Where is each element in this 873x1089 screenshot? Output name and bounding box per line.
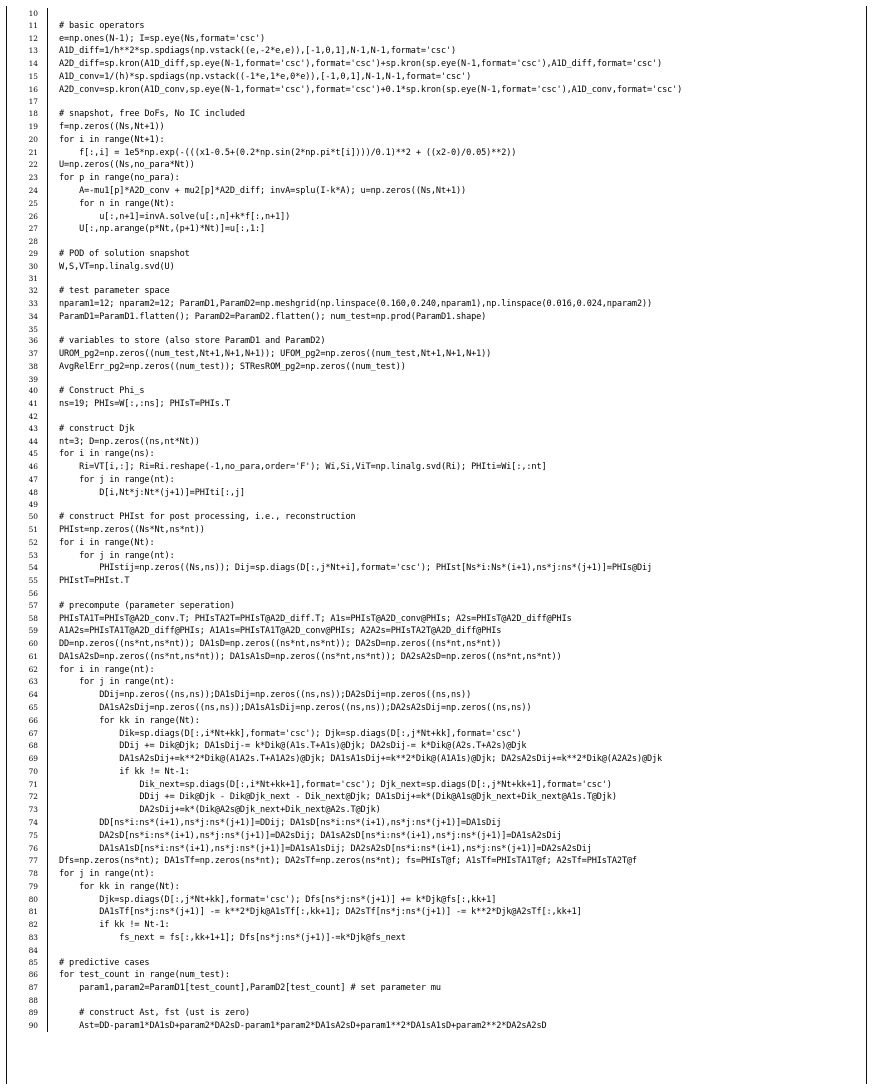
code-line: [0, 982, 873, 995]
code-line: [0, 20, 873, 33]
code-text: DA1sTf[ns*j:ns*(j+1)] -= k**2*Djk@A1sTf[:,kk+1]; DA2sTf[ns*j:ns*(j+1)] -= k**2*Djk@A2sTf[:,kk+1]: [59, 907, 582, 918]
code-line: [0, 791, 873, 804]
code-text: fs_next = fs[:,kk+1+1]; Dfs[ns*j:ns*(j+1)]-=k*Djk@fs_next: [59, 933, 406, 944]
code-line: [0, 664, 873, 677]
line-number: 44: [28, 436, 38, 446]
line-number: 80: [28, 894, 38, 904]
code-line: [0, 185, 873, 198]
code-line: [0, 995, 873, 1007]
line-number: 40: [28, 386, 38, 396]
line-number: 36: [28, 336, 38, 346]
code-line: [0, 613, 873, 626]
line-number: 75: [28, 830, 38, 840]
code-line: [0, 753, 873, 766]
code-line: [0, 511, 873, 524]
code-text: # construct Ast, fst (ust is zero): [59, 1007, 250, 1018]
code-text: # basic operators: [59, 20, 145, 31]
code-text: nt=3; D=np.zeros((ns,nt*Nt)): [59, 436, 200, 447]
code-line: [0, 676, 873, 689]
code-text: DA1sA2sD=np.zeros((ns*nt,ns*nt)); DA1sA1sD=np.zeros((ns*nt,ns*nt)); DA2sA2sD=np.zeros((ns*nt,ns*nt)): [59, 651, 562, 662]
code-line: [0, 474, 873, 487]
code-line: [0, 499, 873, 511]
code-line: [0, 881, 873, 894]
code-line: [0, 58, 873, 71]
code-line: [0, 804, 873, 817]
code-line: [0, 285, 873, 298]
code-text: AvgRelErr_pg2=np.zeros((num_test)); STResROM_pg2=np.zeros((num_test)): [59, 361, 406, 372]
code-text: f=np.zeros((Ns,Nt+1)): [59, 122, 165, 133]
code-line: [0, 273, 873, 285]
line-number: 10: [28, 9, 38, 18]
code-line: [0, 248, 873, 261]
code-line: [0, 766, 873, 779]
code-line: [0, 374, 873, 386]
code-text: for j in range(nt):: [59, 677, 175, 688]
code-text: A1D_diff=1/h**2*sp.spdiags(np.vstack((e,-2*e,e)),[-1,0,1],N-1,N-1,format='csc'): [59, 46, 457, 57]
code-line: [0, 651, 873, 664]
code-text: if kk != Nt-1:: [59, 920, 170, 931]
code-text: for j in range(nt):: [59, 474, 175, 485]
line-number: 85: [28, 957, 38, 967]
code-line: [0, 524, 873, 537]
line-number: 61: [28, 651, 38, 661]
code-text: DDij += Dik@Djk; DA1sDij-= k*Dik@(A1s.T+A1s)@Djk; DA2sDij-= k*Dik@(A2s.T+A2s)@Djk: [59, 741, 527, 752]
code-text: for p in range(no_para):: [59, 173, 180, 184]
line-number: 57: [28, 600, 38, 610]
line-number: 81: [28, 907, 38, 917]
code-line: [0, 71, 873, 84]
line-number: 31: [28, 274, 38, 284]
code-text: Ast=DD-param1*DA1sD+param2*DA2sD-param1*param2*DA1sA2sD+param1**2*DA1sA1sD+param2**2*DA2sA2sD: [59, 1020, 547, 1031]
code-text: A1D_conv=1/(h)*sp.spdiags(np.vstack((-1*e,1*e,0*e)),[-1,0,1],N-1,N-1,format='csc'): [59, 71, 472, 82]
code-text: PHIsTA1T=PHIsT@A2D_conv.T; PHIsTA2T=PHIsT@A2D_diff.T; A1s=PHIsT@A2D_conv@PHIs; A2s=PHIsT@A2D_diff@PHIs: [59, 613, 572, 624]
code-line: [0, 348, 873, 361]
line-number: 38: [28, 361, 38, 371]
code-text: for kk in range(Nt):: [59, 715, 200, 726]
code-line: [0, 945, 873, 957]
code-line: [0, 932, 873, 945]
code-text: A2D_diff=sp.kron(A1D_diff,sp.eye(N-1,format='csc'),format='csc')+sp.kron(sp.eye(N-1,format='csc'),A1D_diff,format='csc'): [59, 59, 663, 70]
code-line: [0, 588, 873, 600]
code-text: Ri=VT[i,:]; Ri=Ri.reshape(-1,no_para,order='F'); Wi,Si,ViT=np.linalg.svd(Ri); PHIti=Wi[:,:nt]: [59, 462, 547, 473]
line-number: 54: [28, 563, 38, 573]
code-text: [48, 8, 873, 20]
line-number: 78: [28, 869, 38, 879]
code-text: # precompute (parameter seperation): [59, 600, 235, 611]
code-line: [0, 855, 873, 868]
code-line: [0, 8, 873, 20]
code-line: [0, 550, 873, 563]
code-text: # predictive cases: [59, 957, 150, 968]
code-text: ParamD1=ParamD1.flatten(); ParamD2=ParamD2.flatten(); num_test=np.prod(ParamD1.shape): [59, 311, 487, 322]
code-text: DD[ns*i:ns*(i+1),ns*j:ns*(j+1)]=DDij; DA1sD[ns*i:ns*(i+1),ns*j:ns*(j+1)]=DA1sDij: [59, 818, 502, 828]
code-text: [48, 945, 873, 957]
line-number: 74: [28, 818, 38, 827]
line-number: 69: [28, 754, 38, 764]
code-text: DA2sD[ns*i:ns*(i+1),ns*j:ns*(j+1)]=DA2sDij; DA1sA2sD[ns*i:ns*(i+1),ns*j:ns*(j+1)]=DA1sA2sDij: [59, 830, 562, 841]
line-number: 23: [28, 173, 38, 183]
code-line: [0, 398, 873, 411]
code-line: [0, 45, 873, 58]
code-line: [0, 261, 873, 274]
code-text: [48, 995, 873, 1007]
code-text: DDij += Dik@Djk - Dik@Djk_next - Dik_next@Djk; DA1sDij+=k*(Dik@A1s@Djk_next+Dik_next@A1s.T@Djk): [59, 792, 617, 803]
code-text: PHIstT=PHIst.T: [59, 576, 130, 587]
code-text: for j in range(nt):: [59, 869, 155, 880]
line-number: 11: [28, 20, 38, 30]
code-line: [0, 817, 873, 830]
code-line: [0, 147, 873, 160]
line-number: 63: [28, 677, 38, 687]
line-number: 21: [28, 147, 38, 157]
line-number: 22: [28, 160, 38, 170]
code-text: W,S,VT=np.linalg.svd(U): [59, 261, 175, 272]
line-number: 41: [28, 399, 38, 409]
code-line: [0, 423, 873, 436]
line-number: 16: [28, 84, 38, 94]
line-number: 47: [28, 474, 38, 484]
code-text: # POD of solution snapshot: [59, 248, 190, 259]
line-number: 70: [28, 766, 38, 776]
line-number: 37: [28, 349, 38, 359]
code-line: [0, 121, 873, 134]
code-line: [0, 172, 873, 185]
code-text: u[:,n+1]=invA.solve(u[:,n]+k*f[:,n+1]): [59, 211, 291, 222]
code-line: [0, 211, 873, 224]
line-number: 32: [28, 286, 38, 296]
code-text: for j in range(nt):: [59, 550, 175, 561]
code-text: # Construct Phi_s: [59, 386, 145, 397]
code-line: [0, 236, 873, 248]
line-number: 55: [28, 576, 38, 586]
code-text: [48, 588, 873, 600]
code-text: A2D_conv=sp.kron(A1D_conv,sp.eye(N-1,format='csc'),format='csc')+0.1*sp.kron(sp.eye(N-1,format='csc'),A1D_conv,format='csc'): [59, 84, 683, 95]
line-number: 83: [28, 933, 38, 943]
code-text: DA2sDij+=k*(Dik@A2s@Djk_next+Dik_next@A2s.T@Djk): [59, 805, 381, 816]
line-number: 64: [28, 690, 38, 700]
line-number: 51: [28, 525, 38, 535]
code-text: Djk=sp.diags(D[:,j*Nt+kk],format='csc'); Dfs[ns*j:ns*(j+1)] += k*Djk@fs[:,kk+1]: [59, 894, 497, 905]
line-number: 17: [28, 97, 38, 107]
line-number: 46: [28, 462, 38, 472]
code-text: for kk in range(Nt):: [59, 881, 180, 892]
code-line: [0, 411, 873, 423]
code-line: [0, 448, 873, 461]
line-number: 76: [28, 843, 38, 853]
line-number: 14: [28, 59, 38, 69]
code-text: [48, 96, 873, 108]
code-line: [0, 868, 873, 881]
listing-right-rule: [866, 6, 867, 1084]
line-number: 52: [28, 537, 38, 547]
code-line: [0, 335, 873, 348]
code-line: [0, 361, 873, 374]
line-number: 90: [28, 1020, 38, 1030]
code-text: PHIst=np.zeros((Ns*Nt,ns*nt)): [59, 525, 205, 536]
code-text: # snapshot, free DoFs, No IC included: [59, 109, 245, 120]
code-text: D[i,Nt*j:Nt*(j+1)]=PHIti[:,j]: [59, 487, 245, 498]
line-number: 25: [28, 198, 38, 208]
line-number: 13: [28, 46, 38, 56]
code-line: [0, 575, 873, 588]
code-text: nparam1=12; nparam2=12; ParamD1,ParamD2=np.meshgrid(np.linspace(0.160,0.240,nparam1),np.linspace(0.016,0.024,nparam2)): [59, 298, 653, 309]
code-text: A=-mu1[p]*A2D_conv + mu2[p]*A2D_diff; invA=splu(I-k*A); u=np.zeros((Ns,Nt+1)): [59, 185, 467, 196]
code-line: [0, 689, 873, 702]
line-number: 68: [28, 741, 38, 751]
code-text: # construct Djk: [59, 423, 135, 434]
code-line: [0, 779, 873, 792]
code-text: [48, 324, 873, 336]
line-number: 72: [28, 792, 38, 802]
code-text: [48, 499, 873, 511]
line-number: 53: [28, 550, 38, 560]
code-line: [0, 843, 873, 856]
code-text: DDij=np.zeros((ns,ns));DA1sDij=np.zeros((ns,ns));DA2sDij=np.zeros((ns,ns)): [59, 690, 472, 701]
code-text: DD=np.zeros((ns*nt,ns*nt)); DA1sD=np.zeros((ns*nt,ns*nt)); DA2sD=np.zeros((ns*nt,ns*nt)): [59, 639, 502, 650]
line-number: 19: [28, 122, 38, 132]
code-text: # test parameter space: [59, 286, 170, 297]
code-text: f[:,i] = 1e5*np.exp(-(((x1-0.5+(0.2*np.sin(2*np.pi*t[i])))/0.1)**2 + ((x2-0)/0.05)**2)): [59, 147, 517, 158]
code-text: DA1sA2sDij=np.zeros((ns,ns));DA1sA1sDij=np.zeros((ns,ns));DA2sA2sDij=np.zeros((ns,ns)): [59, 702, 532, 713]
code-text: if kk != Nt-1:: [59, 766, 190, 777]
code-text: U[:,np.arange(p*Nt,(p+1)*Nt)]=u[:,1:]: [59, 224, 266, 235]
code-text: e=np.ones(N-1); I=sp.eye(Ns,format='csc'): [59, 33, 266, 44]
line-number: 24: [28, 185, 38, 195]
code-text: [48, 273, 873, 285]
line-number: 58: [28, 613, 38, 623]
line-number: 87: [28, 983, 38, 993]
code-line: [0, 625, 873, 638]
code-text: UROM_pg2=np.zeros((num_test,Nt+1,N+1,N+1)); UFOM_pg2=np.zeros((num_test,Nt+1,N+1,N+1)): [59, 349, 492, 360]
line-number: 56: [28, 588, 38, 598]
code-table: [0, 8, 873, 1032]
code-line: [0, 134, 873, 147]
code-line: [0, 906, 873, 919]
line-number: 62: [28, 664, 38, 674]
code-line: [0, 562, 873, 575]
line-number: 48: [28, 487, 38, 497]
line-number: 59: [28, 626, 38, 636]
line-number: 65: [28, 702, 38, 712]
line-number: 43: [28, 423, 38, 433]
code-text: DA1sA2sDij+=k**2*Dik@(A1A2s.T+A1A2s)@Djk; DA1sA1sDij+=k**2*Dik@(A1A1s)@Djk; DA2sA2sDij+=k**2*Dik@(A2A2s)@Djk: [59, 754, 663, 765]
line-number: 26: [28, 211, 38, 221]
code-text: for i in range(ns):: [59, 449, 155, 460]
line-number: 73: [28, 805, 38, 815]
line-number: 60: [28, 639, 38, 649]
code-line: [0, 385, 873, 398]
code-line: [0, 198, 873, 211]
line-number: 88: [28, 995, 38, 1005]
code-line: [0, 957, 873, 970]
line-number: 12: [28, 33, 38, 43]
code-text: DA1sA1sD[ns*i:ns*(i+1),ns*j:ns*(j+1)]=DA1sA1sDij; DA2sA2sD[ns*i:ns*(i+1),ns*j:ns*(j+1)]=DA2sA2sDij: [59, 843, 592, 854]
code-line: [0, 159, 873, 172]
code-line: [0, 638, 873, 651]
code-line: [0, 894, 873, 907]
code-text: for i in range(nt):: [59, 664, 155, 675]
code-line: [0, 740, 873, 753]
line-number: 27: [28, 224, 38, 234]
code-text: # construct PHIst for post processing, i.e., reconstruction: [59, 512, 356, 523]
code-line: [0, 487, 873, 500]
line-number: 49: [28, 500, 38, 510]
code-text: for i in range(Nt+1):: [59, 134, 165, 145]
code-line: [0, 600, 873, 613]
line-number: 79: [28, 881, 38, 891]
code-line: [0, 108, 873, 121]
code-text: [48, 411, 873, 423]
code-text: ns=19; PHIs=W[:,:ns]; PHIsT=PHIs.T: [59, 399, 230, 410]
code-text: PHIstij=np.zeros((Ns,ns)); Dij=sp.diags(D[:,j*Nt+i],format='csc'); PHIst[Ns*i:Ns*(i+1),ns*j:ns*(j+1)]=PHIs@Dij: [59, 563, 653, 574]
code-line: [0, 96, 873, 108]
listing-left-rule: [6, 6, 7, 1084]
code-line: [0, 84, 873, 97]
code-line: [0, 311, 873, 324]
line-number: 77: [28, 856, 38, 866]
code-text: [48, 374, 873, 386]
line-number: 82: [28, 920, 38, 930]
code-line: [0, 223, 873, 236]
line-number: 45: [28, 449, 38, 459]
code-line: [0, 537, 873, 550]
code-line: [0, 461, 873, 474]
line-number: 50: [28, 512, 38, 522]
code-text: [48, 236, 873, 248]
code-line: [0, 830, 873, 843]
code-text: for test_count in range(num_test):: [59, 970, 230, 981]
line-number: 15: [28, 71, 38, 81]
line-number: 66: [28, 715, 38, 725]
line-number: 28: [28, 237, 38, 247]
line-number: 35: [28, 324, 38, 334]
line-number: 20: [28, 134, 38, 144]
line-number: 33: [28, 298, 38, 308]
code-text: param1,param2=ParamD1[test_count],ParamD2[test_count] # set parameter mu: [59, 983, 441, 994]
line-number: 86: [28, 970, 38, 980]
code-line: [0, 715, 873, 728]
line-number: 42: [28, 412, 38, 421]
code-text: for n in range(Nt):: [59, 198, 175, 209]
line-number: 84: [28, 945, 38, 955]
code-line: [0, 1020, 873, 1033]
code-line: [0, 702, 873, 715]
code-line: [0, 33, 873, 46]
line-number: 18: [28, 109, 38, 119]
code-text: Dfs=np.zeros(ns*nt); DA1sTf=np.zeros(ns*nt); DA2sTf=np.zeros(ns*nt); fs=PHIsT@f; A1sTf=PHIsTA1T@f; A2sTf=PHIsTA2T@f: [59, 856, 637, 867]
code-line: [0, 919, 873, 932]
line-number: 71: [28, 779, 38, 789]
line-number: 34: [28, 311, 38, 321]
code-text: A1A2s=PHIsTA1T@A2D_diff@PHIs; A1A1s=PHIsTA1T@A2D_conv@PHIs; A2A2s=PHIsTA2T@A2D_diff@PHIs: [59, 626, 502, 637]
code-text: for i in range(Nt):: [59, 537, 155, 548]
line-number: 30: [28, 261, 38, 271]
code-text: Dik_next=sp.diags(D[:,i*Nt+kk+1],format='csc'); Djk_next=sp.diags(D[:,j*Nt+kk+1],format='csc'): [59, 779, 612, 790]
code-text: Dik=sp.diags(D[:,i*Nt+kk],format='csc'); Djk=sp.diags(D[:,j*Nt+kk],format='csc'): [59, 728, 522, 739]
code-text: # variables to store (also store ParamD1 and ParamD2): [59, 336, 326, 347]
line-number: 39: [28, 374, 38, 384]
line-number: 89: [28, 1007, 38, 1017]
line-number: 29: [28, 248, 38, 258]
code-line: [0, 969, 873, 982]
line-number: 67: [28, 728, 38, 738]
code-line: [0, 298, 873, 311]
code-line: [0, 436, 873, 449]
code-line: [0, 728, 873, 741]
code-text: U=np.zeros((Ns,no_para*Nt)): [59, 160, 195, 171]
code-line: [0, 1007, 873, 1020]
code-line: [0, 324, 873, 336]
